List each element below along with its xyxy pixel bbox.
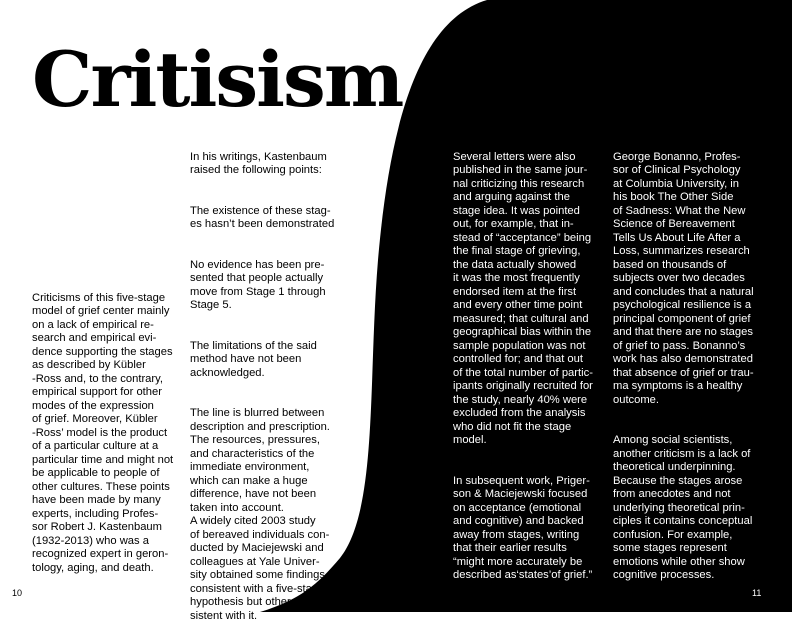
paragraph: Several letters were also published in the same jour- nal criticizing this research and arguing against the stage idea. It was pointed out, for example, that in- stead of “acceptance” being the final stage of grieving, the data actually showed it was the most frequently endorsed item at the first and every other time point measured; that cultural and geographical bias within the sample population was not controlled for; and that out of the total number of partic- ipants originally recruited for the study, nearly 40% were excluded from the analysis who did not fit the stage model. [453, 150, 593, 446]
column-2 [190, 137, 350, 637]
paragraph: No evidence has been pre- sented that people actually move from Stage 1 through Stage 5. [190, 258, 326, 311]
paragraph: The limitations of the said method have not been acknowledged. [190, 339, 317, 379]
paragraph: Criticisms of this five-stage model of grief center mainly on a lack of empirical re- search and empirical evi- dence supporting the stages as described by Kübler -Ross and, to the contrary, empirical support for other modes of the expression of grief. Moreover, Kübler -Ross’ model is the product of a particular culture at a particular time and might not be applicable to people of other cultures. These points have been made by many experts, including Profes- sor Robert J. Kastenbaum (1932-2013) who was a recognized expert in geron- tology, aging, and death. [32, 291, 174, 574]
column-1 [32, 278, 192, 589]
paragraph: The line is blurred between description and prescription. The resources, pressures, and characteristics of the immediate environment, which can make a huge difference, have not been taken into account. A widely cited 2003 study of bereaved individuals con- ducted by Maciejewski and colleagues at Yale Univer- sity obtained some findings consistent with a five-stage hypothesis but others incon- sistent with it. [190, 407, 330, 622]
page-number-right: 11 [752, 588, 762, 598]
page-title: Critisism [32, 35, 403, 124]
paragraph: The existence of these stag- es hasn’t been demonstrated [190, 204, 335, 230]
paragraph: In his writings, Kastenbaum raised the following points: [190, 150, 327, 176]
column-4 [613, 137, 773, 596]
column-3 [453, 137, 613, 596]
paragraph: In subsequent work, Priger- son & Maciejewski focused on acceptance (emotional and cognitive) and backed away from stages, writing that their earlier results “might more accurately be described as‘states’of grief.” [453, 474, 593, 581]
page-number-left: 10 [12, 588, 23, 598]
paragraph: George Bonanno, Profes- sor of Clinical Psychology at Columbia University, in his book The Other Side of Sadness: What the New Science of Bereavement Tells Us About Life After a Loss, summarizes research based on thousands of subjects over two decades and concludes that a natural psychological resilience is a principal component of grief and that there are no stages of grief to pass. Bonanno’s work has also demonstrated that absence of grief or trau- ma symptoms is a healthy outcome. [613, 150, 754, 406]
paragraph: Among social scientists, another criticism is a lack of theoretical underpinning. Because the stages arose from anecdotes and not underlying theoretical prin- ciples it contains conceptual confusion. For example, some stages represent emotions while other show cognitive processes. [613, 434, 753, 581]
